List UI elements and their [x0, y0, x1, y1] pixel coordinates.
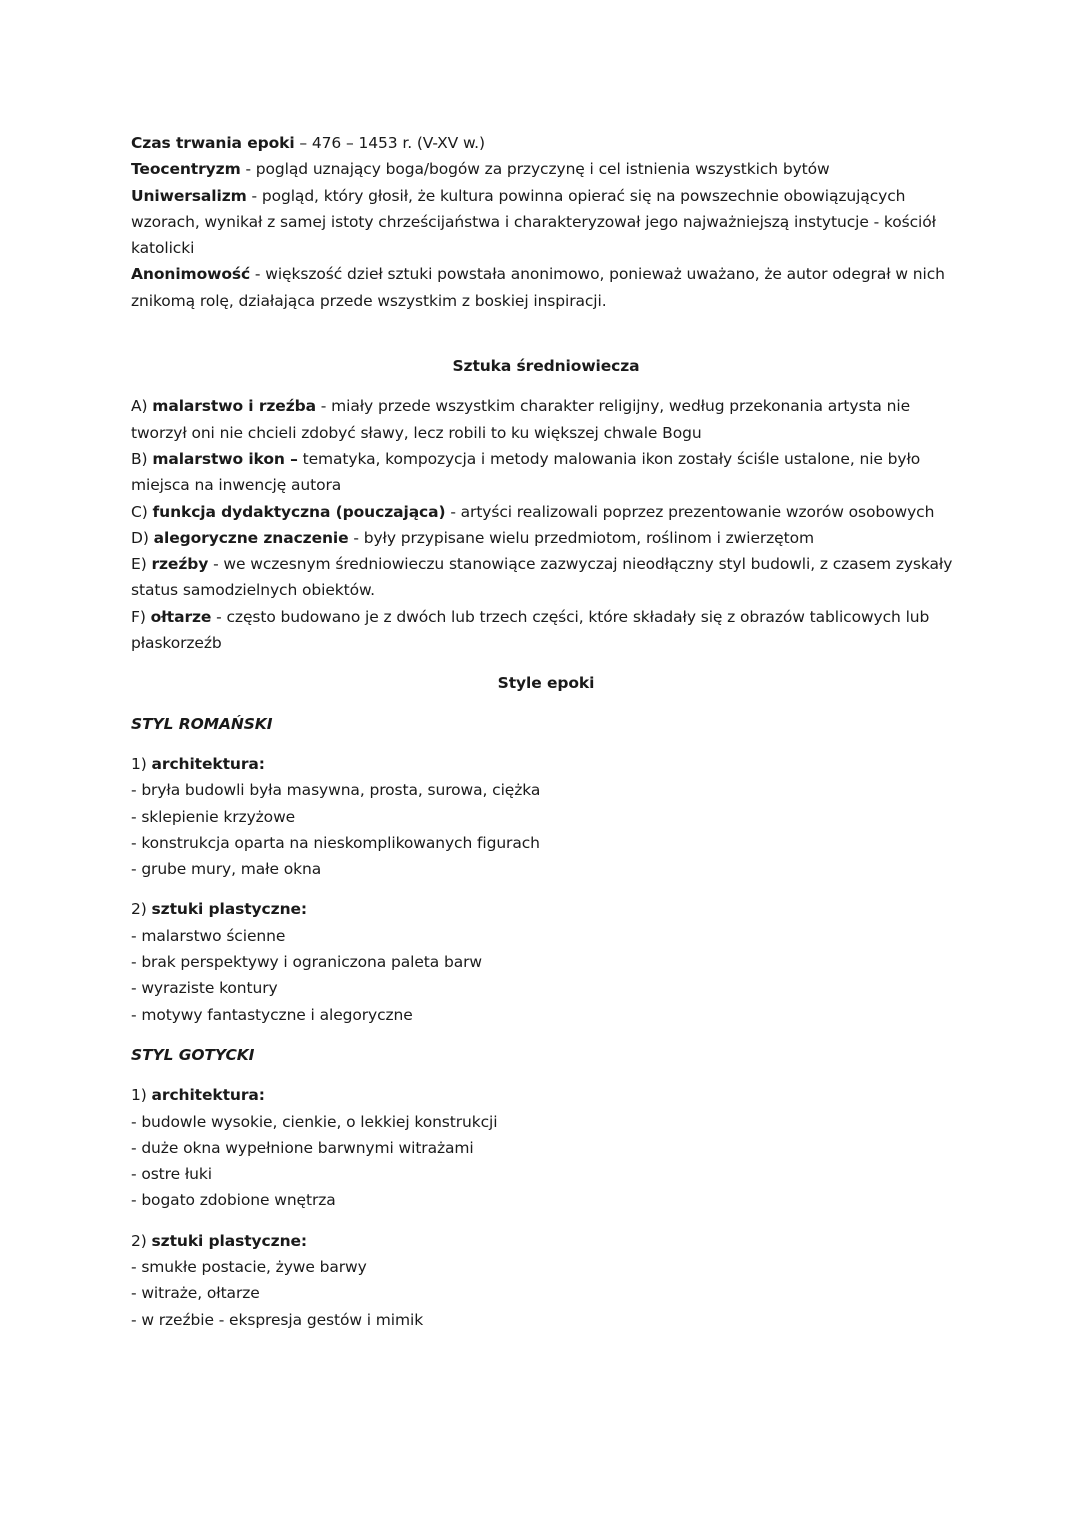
definition-anonymity — [131, 261, 961, 314]
definition-universalism — [131, 183, 961, 262]
section-heading-styles: Style epoki — [497, 674, 595, 693]
subsection-heading-plastic-arts — [131, 896, 961, 922]
list-item — [131, 393, 961, 446]
list-item: - wyraziste kontury — [131, 979, 278, 998]
list-letter: A) — [131, 397, 153, 416]
list-item: - smukłe postacie, żywe barwy — [131, 1257, 367, 1276]
list-item: - brak perspektywy i ograniczona paleta barw — [131, 953, 482, 972]
list-text: - we wczesnym średniowieczu stanowiące zazwyczaj nieodłączny styl budowli, z czasem zyskały status samodzielnych obiektów. — [131, 555, 953, 600]
definition-theocentrism — [131, 156, 961, 182]
definition-term: Czas trwania epoki — [131, 134, 295, 152]
subsection-number: 2) — [131, 900, 152, 919]
list-letter: F) — [131, 607, 151, 626]
definition-text: – 476 – 1453 r. (V-XV w.) — [294, 134, 485, 152]
definition-text: - pogląd uznający boga/bogów za przyczynę i cel istnienia wszystkich bytów — [240, 160, 830, 179]
list-letter: C) — [131, 502, 153, 521]
subsection-label: architektura: — [151, 1086, 265, 1105]
list-term: alegoryczne znaczenie — [153, 528, 349, 547]
style-heading-romanesque: STYL ROMAŃSKI — [131, 714, 273, 733]
subsection-number: 1) — [131, 754, 152, 773]
definition-term: Uniwersalizm — [131, 186, 247, 205]
list-term: malarstwo ikon – — [152, 449, 298, 468]
list-item: - bryła budowli była masywna, prosta, surowa, ciężka — [131, 781, 541, 800]
subsection-number: 2) — [131, 1231, 152, 1250]
list-item: - ostre łuki — [131, 1165, 212, 1184]
intro-definitions — [131, 130, 961, 314]
list-term: malarstwo i rzeźba — [152, 397, 316, 416]
list-item: - motywy fantastyczne i alegoryczne — [131, 1005, 413, 1024]
subsection-heading-architecture — [131, 1082, 961, 1108]
list-item: - sklepienie krzyżowe — [131, 807, 296, 826]
document-page — [131, 130, 961, 1333]
list-item — [131, 551, 961, 604]
list-item: - malarstwo ścienne — [131, 926, 286, 945]
list-item: - budowle wysokie, cienkie, o lekkiej konstrukcji — [131, 1112, 498, 1131]
list-term: ołtarze — [150, 607, 212, 626]
list-item — [131, 525, 961, 551]
list-item: - bogato zdobione wnętrza — [131, 1191, 336, 1210]
list-text: - miały przede wszystkim charakter religijny, według przekonania artysta nie tworzył oni nie chcieli zdobyć sławy, lecz robili to ku większej chwale Bogu — [131, 397, 911, 442]
subsection-heading-architecture — [131, 751, 961, 777]
definition-term: Anonimowość — [131, 265, 251, 284]
subsection-number: 1) — [131, 1086, 152, 1105]
definition-text: - większość dzieł sztuki powstała anonimowo, ponieważ uważano, że autor odegrał w nich znikomą rolę, działająca przede wszystkim z boskiej inspiracji. — [131, 265, 945, 310]
list-text: - często budowano je z dwóch lub trzech części, które składały się z obrazów tablicowych lub płaskorzeźb — [131, 607, 930, 653]
list-letter: D) — [131, 528, 154, 547]
medieval-art-list — [131, 393, 961, 656]
list-item: - konstrukcja oparta na nieskomplikowanych figurach — [131, 833, 540, 852]
subsection-label: sztuki plastyczne: — [151, 900, 308, 919]
list-letter: B) — [131, 449, 153, 468]
list-item: - witraże, ołtarze — [131, 1284, 260, 1303]
list-text: tematyka, kompozycja i metody malowania ikon zostały ściśle ustalone, nie było miejsca na inwencję autora — [131, 449, 921, 495]
list-item — [131, 446, 961, 499]
list-item — [131, 604, 961, 657]
subsection-heading-plastic-arts — [131, 1228, 961, 1254]
section-heading-medieval-art: Sztuka średniowiecza — [452, 357, 640, 376]
list-letter: E) — [131, 555, 152, 574]
list-item — [131, 499, 961, 525]
definition-epoch-duration — [131, 130, 961, 156]
list-text: - były przypisane wielu przedmiotom, roślinom i zwierzętom — [348, 528, 814, 547]
list-text: - artyści realizowali poprzez prezentowanie wzorów osobowych — [445, 502, 935, 521]
list-item: - w rzeźbie - ekspresja gestów i mimik — [131, 1310, 424, 1329]
definition-text: - pogląd, który głosił, że kultura powinna opierać się na powszechnie obowiązujących wzorach, wynikał z samej istoty chrześcijaństwa i charakteryzował jego najważniejszą instytucje - kościół katolicki — [131, 186, 936, 258]
subsection-label: sztuki plastyczne: — [151, 1231, 308, 1250]
list-item: - duże okna wypełnione barwnymi witrażami — [131, 1138, 474, 1157]
list-term: funkcja dydaktyczna (pouczająca) — [152, 502, 446, 521]
style-heading-gothic: STYL GOTYCKI — [131, 1045, 255, 1064]
definition-term: Teocentryzm — [131, 160, 241, 179]
subsection-label: architektura: — [151, 754, 265, 773]
list-term: rzeźby — [151, 555, 209, 574]
list-item: - grube mury, małe okna — [131, 860, 322, 879]
